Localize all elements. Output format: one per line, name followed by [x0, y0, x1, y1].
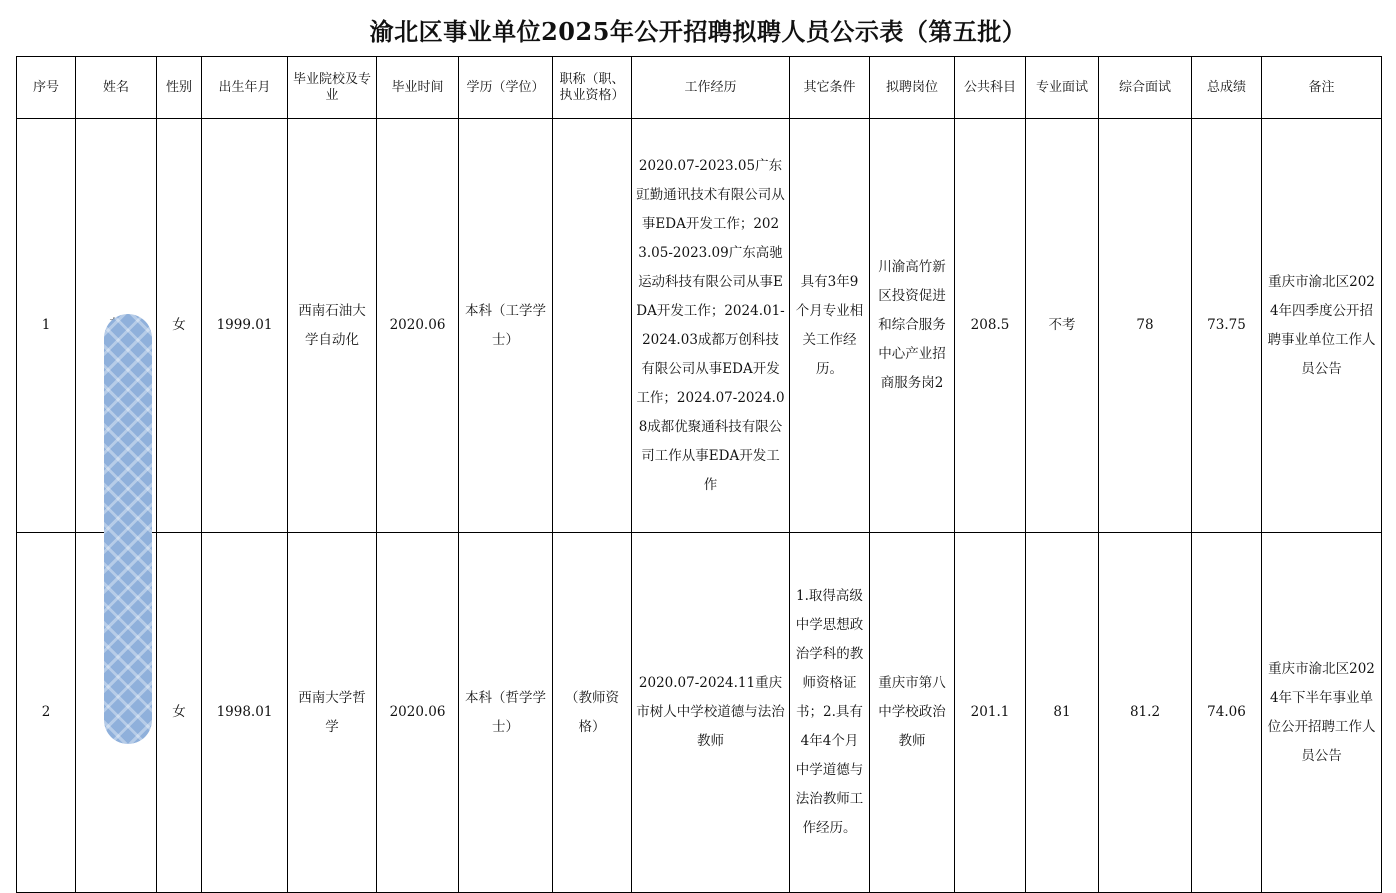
header-grad-time: 毕业时间 — [377, 57, 459, 119]
header-birth: 出生年月 — [202, 57, 288, 119]
cell-experience: 2020.07-2023.05广东豇勤通讯技术有限公司从事EDA开发工作；2023.05-2023.09广东高驰运动科技有限公司从事EDA开发工作；2024.01-2024.03成都万创科技有限公司从事EDA开发工作；2024.07-2024.08成都优聚通科技有限公司工作从事EDA开发工作 — [632, 119, 790, 533]
header-row — [17, 57, 1382, 119]
header-experience: 工作经历 — [632, 57, 790, 119]
cell-public-subject: 201.1 — [955, 533, 1026, 893]
cell-title-cert: （教师资格） — [553, 533, 632, 893]
cell-education: 本科（哲学学士） — [459, 533, 553, 893]
header-public-subject: 公共科目 — [955, 57, 1026, 119]
cell-pro-interview: 81 — [1026, 533, 1099, 893]
header-total: 总成绩 — [1192, 57, 1262, 119]
recruitment-table — [16, 56, 1382, 893]
cell-title-cert — [553, 119, 632, 533]
cell-gender: 女 — [157, 533, 202, 893]
cell-birth: 1999.01 — [202, 119, 288, 533]
header-gender: 性别 — [157, 57, 202, 119]
page-title: 渝北区事业单位2025年公开招聘拟聘人员公示表（第五批） — [369, 17, 1027, 46]
cell-remark: 重庆市渝北区2024年下半年事业单位公开招聘工作人员公告 — [1262, 533, 1382, 893]
cell-total: 73.75 — [1192, 119, 1262, 533]
cell-school: 西南大学哲学 — [288, 533, 377, 893]
header-comp-interview: 综合面试 — [1099, 57, 1192, 119]
cell-pro-interview: 不考 — [1026, 119, 1099, 533]
cell-seq: 2 — [17, 533, 76, 893]
privacy-blur-mask — [104, 314, 152, 744]
cell-public-subject: 208.5 — [955, 119, 1026, 533]
cell-grad-time: 2020.06 — [377, 533, 459, 893]
header-school: 毕业院校及专业 — [288, 57, 377, 119]
header-title-cert: 职称（职、执业资格） — [553, 57, 632, 119]
cell-total: 74.06 — [1192, 533, 1262, 893]
header-remark: 备注 — [1262, 57, 1382, 119]
header-name: 姓名 — [76, 57, 157, 119]
header-other: 其它条件 — [790, 57, 870, 119]
header-seq: 序号 — [17, 57, 76, 119]
cell-remark: 重庆市渝北区2024年四季度公开招聘事业单位工作人员公告 — [1262, 119, 1382, 533]
cell-post: 川渝高竹新区投资促进和综合服务中心产业招商服务岗2 — [870, 119, 955, 533]
cell-comp-interview: 78 — [1099, 119, 1192, 533]
cell-other: 具有3年9个月专业相关工作经历。 — [790, 119, 870, 533]
cell-post: 重庆市第八中学校政治教师 — [870, 533, 955, 893]
cell-gender: 女 — [157, 119, 202, 533]
cell-comp-interview: 81.2 — [1099, 533, 1192, 893]
cell-other: 1.取得高级中学思想政治学科的教师资格证书；2.具有4年4个月中学道德与法治教师工作经历。 — [790, 533, 870, 893]
cell-experience: 2020.07-2024.11重庆市树人中学校道德与法治教师 — [632, 533, 790, 893]
table-row — [17, 533, 1382, 893]
table-row — [17, 119, 1382, 533]
cell-seq: 1 — [17, 119, 76, 533]
header-pro-interview: 专业面试 — [1026, 57, 1099, 119]
header-education: 学历（学位） — [459, 57, 553, 119]
cell-education: 本科（工学学士） — [459, 119, 553, 533]
cell-birth: 1998.01 — [202, 533, 288, 893]
cell-school: 西南石油大学自动化 — [288, 119, 377, 533]
header-post: 拟聘岗位 — [870, 57, 955, 119]
cell-grad-time: 2020.06 — [377, 119, 459, 533]
